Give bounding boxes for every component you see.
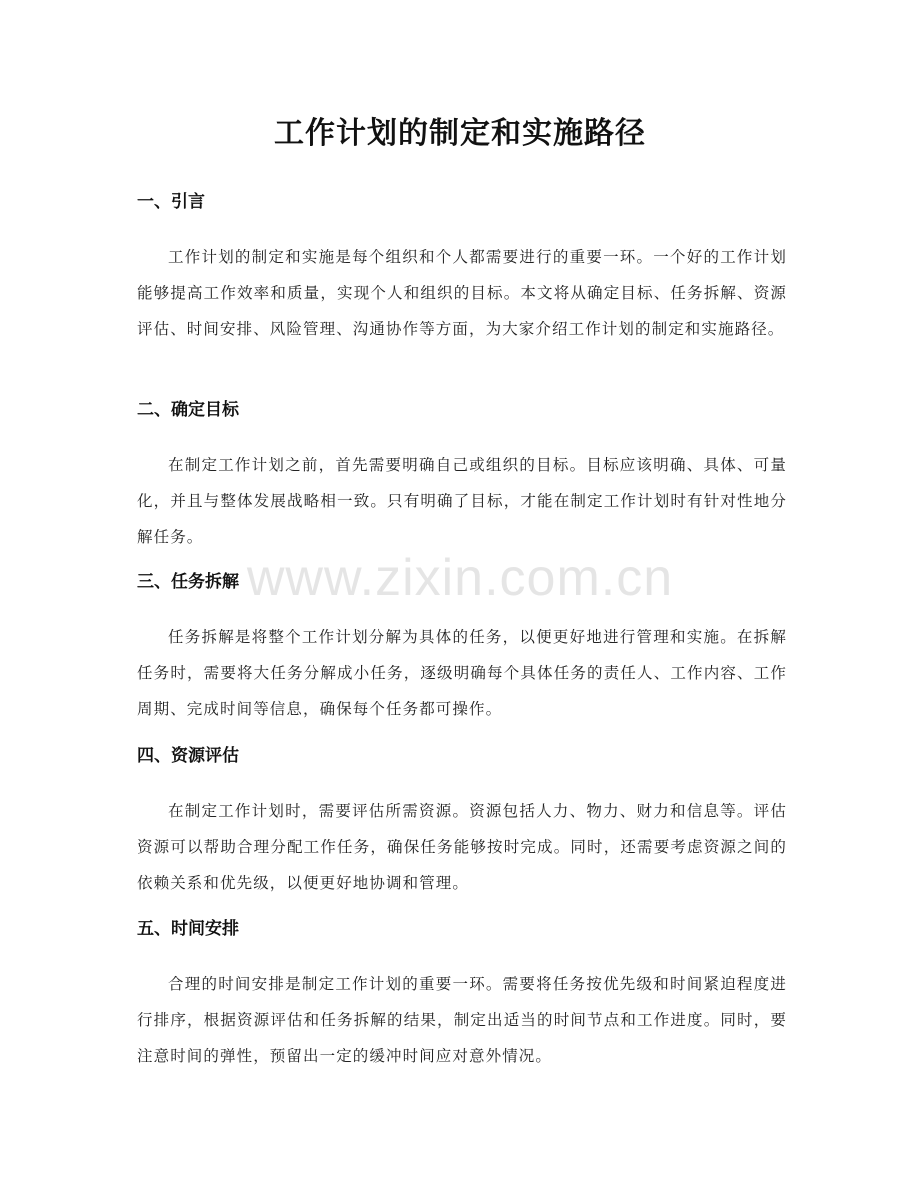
section-heading: 五、时间安排 [137, 919, 239, 939]
section-heading: 一、引言 [137, 192, 205, 212]
section-introduction [137, 190, 787, 347]
watermark-text: www.zixin.com.cn [246, 549, 674, 607]
document-title: 工作计划的制定和实施路径 [274, 116, 646, 151]
section-heading: 二、确定目标 [137, 400, 239, 420]
section-define-goals [137, 398, 787, 555]
section-resource-assessment [137, 744, 787, 901]
section-paragraph: 工作计划的制定和实施是每个组织和个人都需要进行的重要一环。一个好的工作计划能够提高工作效率和质量，实现个人和组织的目标。本文将从确定目标、任务拆解、资源评估、时间安排、风险管理、沟通协作等方面，为大家介绍工作计划的制定和实施路径。 [137, 248, 787, 338]
section-task-breakdown [137, 570, 787, 727]
section-paragraph: 合理的时间安排是制定工作计划的重要一环。需要将任务按优先级和时间紧迫程度进行排序，根据资源评估和任务拆解的结果，制定出适当的时间节点和工作进度。同时，要注意时间的弹性，预留出一定的缓冲时间应对意外情况。 [137, 975, 787, 1065]
section-heading: 三、任务拆解 [137, 572, 239, 592]
section-heading: 四、资源评估 [137, 746, 239, 766]
section-paragraph: 在制定工作计划时，需要评估所需资源。资源包括人力、物力、财力和信息等。评估资源可以帮助合理分配工作任务，确保任务能够按时完成。同时，还需要考虑资源之间的依赖关系和优先级，以便更好地协调和管理。 [137, 802, 787, 892]
section-time-schedule [137, 917, 787, 1074]
section-paragraph: 在制定工作计划之前，首先需要明确自己或组织的目标。目标应该明确、具体、可量化，并且与整体发展战略相一致。只有明确了目标，才能在制定工作计划时有针对性地分解任务。 [137, 456, 787, 546]
section-paragraph: 任务拆解是将整个工作计划分解为具体的任务，以便更好地进行管理和实施。在拆解任务时，需要将大任务分解成小任务，逐级明确每个具体任务的责任人、工作内容、工作周期、完成时间等信息，确保每个任务都可操作。 [137, 628, 787, 718]
